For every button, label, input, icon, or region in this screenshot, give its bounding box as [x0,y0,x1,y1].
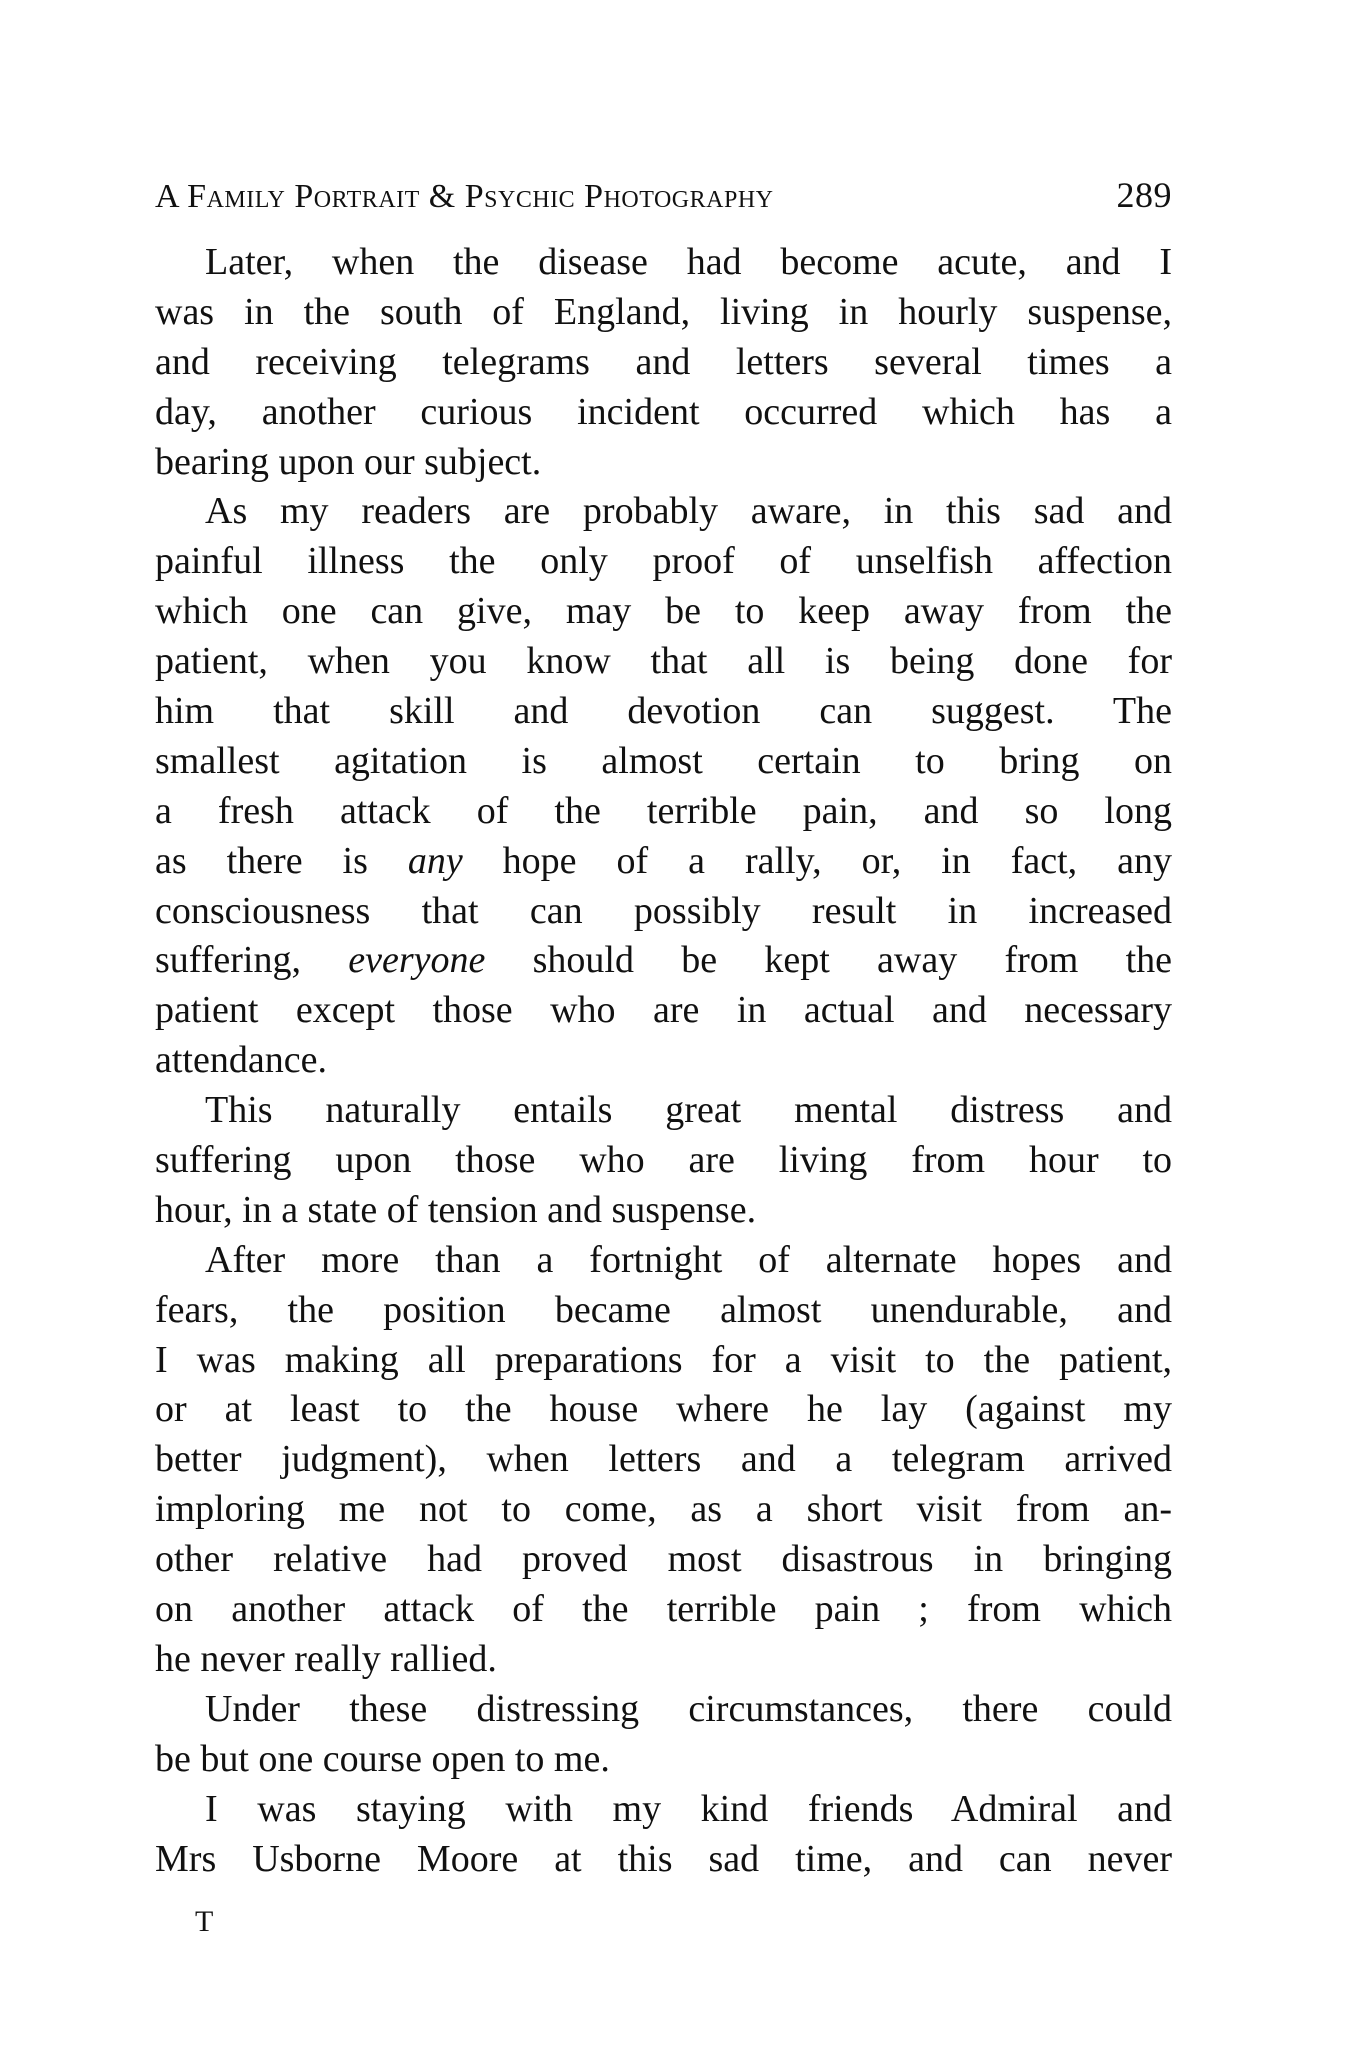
text-line: which one can give, may be to keep away from the [155,590,1172,633]
text-line: attendance. [155,1039,327,1082]
text-line: Mrs Usborne Moore at this sad time, and can never [155,1837,1172,1880]
text-run: as there is [155,839,408,882]
text-line: hour, in a state of tension and suspense. [155,1188,757,1231]
text-line: smallest agitation is almost certain to bring on [155,739,1172,782]
text-line: or at least to the house where he lay (against my [155,1388,1172,1431]
running-head-title: A Family Portrait & Psychic Photography [155,178,774,215]
text-line: consciousness that can possibly result in increased [155,889,1172,932]
text-line: painful illness the only proof of unselfish affection [155,540,1172,583]
text-line: and receiving telegrams and letters several times a [155,340,1172,383]
text-line: As my readers are probably aware, in this sad and [205,490,1172,533]
book-page [155,170,1172,1884]
text-line: suffering upon those who are living from hour to [155,1139,1172,1182]
text-line: Later, when the disease had become acute, and I [205,241,1172,283]
text-run: hope of a rally, or, in fact, any [462,839,1172,882]
text-line: Under these distressing circumstances, there could [205,1687,1172,1730]
text-line: fears, the position became almost unendurable, and [155,1288,1172,1331]
text-run: should be kept away from the [485,939,1172,982]
text-line: better judgment), when letters and a telegram arrived [155,1438,1172,1481]
text-line [155,936,1172,986]
text-line: other relative had proved most disastrous in bringing [155,1538,1172,1581]
text-line: imploring me not to come, as a short visit from an- [155,1488,1172,1531]
text-line: a fresh attack of the terrible pain, and so long [155,789,1172,832]
text-line: patient, when you know that all is being done for [155,640,1172,683]
body-text [155,238,1172,1884]
running-head [155,170,1172,220]
text-line: he never really rallied. [155,1637,497,1680]
text-line: bearing upon our subject. [155,440,542,483]
text-line: be but one course open to me. [155,1737,610,1780]
text-line: on another attack of the terrible pain ; from which [155,1588,1172,1631]
text-line: I was staying with my kind friends Admiral and [205,1787,1172,1830]
text-line: After more than a fortnight of alternate hopes and [205,1238,1172,1281]
text-line [155,837,1172,887]
text-line: him that skill and devotion can suggest. The [155,690,1172,733]
signature-mark: T [195,1905,214,1938]
text-line: I was making all preparations for a visit to the patient, [155,1338,1172,1381]
text-run: suffering, [155,939,349,982]
emphasis-text: everyone [348,939,486,982]
text-line: day, another curious incident occurred which has a [155,390,1172,433]
text-line: This naturally entails great mental distress and [205,1089,1172,1132]
text-line: patient except those who are in actual and necessary [155,989,1172,1032]
page-number: 289 [1116,175,1172,215]
text-line: was in the south of England, living in hourly suspense, [155,290,1172,333]
emphasis-text: any [407,839,463,882]
